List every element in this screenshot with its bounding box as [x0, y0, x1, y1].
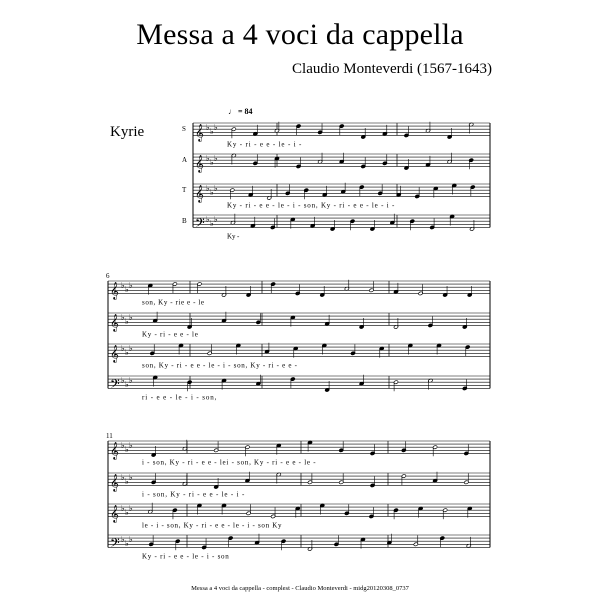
lyrics-line: Ky - ri - e e - le - i - son [142, 552, 229, 561]
lyrics-line: i - son, Ky - ri - e e - lei - son, Ky - ri - e e - le - [142, 458, 316, 467]
flat-icon: ♭ [129, 441, 133, 451]
staff [108, 440, 490, 467]
lyrics-line: ri - e e - le - i - son, [142, 393, 217, 402]
flat-icon: ♭ [206, 123, 210, 133]
treble-clef-icon: 𝄞 [195, 154, 204, 173]
flat-icon: ♭ [121, 535, 125, 545]
treble-clef-icon: 𝄞 [110, 473, 119, 492]
lyrics-line: Ky - ri - e e - le - i - [227, 140, 302, 149]
flat-icon: ♭ [121, 281, 125, 291]
staff [108, 375, 490, 402]
flat-icon: ♭ [210, 188, 214, 198]
page-title: Messa a 4 voci da cappella [136, 18, 464, 51]
staff [182, 183, 490, 210]
staff [182, 153, 490, 173]
flat-icon: ♭ [121, 441, 125, 451]
flat-icon: ♭ [125, 285, 129, 295]
staff [182, 214, 490, 241]
flat-icon: ♭ [210, 158, 214, 168]
voice-label: T [182, 186, 187, 195]
flat-icon: ♭ [121, 344, 125, 354]
flat-icon: ♭ [206, 154, 210, 164]
score-system [106, 272, 490, 401]
score-system [106, 432, 490, 560]
flat-icon: ♭ [214, 123, 218, 133]
measure-number: 6 [106, 272, 110, 280]
lyrics-line: Ky - ri - e e - le - i - son, Ky - ri - e e - le - i - [227, 201, 395, 210]
flat-icon: ♭ [129, 535, 133, 545]
staff [182, 122, 490, 149]
page-footer: Messa a 4 voci da cappella - complest - Claudio Monteverdi - midg20120308_0737 [191, 585, 409, 592]
voice-label: B [182, 217, 187, 226]
measure-number: 11 [106, 432, 113, 440]
staff [108, 312, 490, 339]
lyrics-line: Ky - [227, 232, 240, 241]
flat-icon: ♭ [129, 376, 133, 386]
lyrics-line: le - i - son, Ky - ri - e e - le - i - son Ky [142, 521, 282, 530]
flat-icon: ♭ [125, 508, 129, 518]
score-system [182, 122, 490, 241]
flat-icon: ♭ [210, 127, 214, 137]
lyrics-line: Ky - ri - e e - le [142, 330, 198, 339]
flat-icon: ♭ [125, 477, 129, 487]
lyrics-line: son, Ky - ri - e e - le - i - son, Ky - ri - e e - [142, 361, 297, 370]
flat-icon: ♭ [121, 376, 125, 386]
flat-icon: ♭ [121, 313, 125, 323]
tempo-marking: ♩ = 84 [228, 107, 253, 116]
treble-clef-icon: 𝄞 [110, 344, 119, 363]
flat-icon: ♭ [125, 317, 129, 327]
flat-icon: ♭ [206, 184, 210, 194]
treble-clef-icon: 𝄞 [110, 504, 119, 523]
bass-clef-icon: 𝄢 [110, 376, 120, 395]
treble-clef-icon: 𝄞 [110, 313, 119, 332]
lyrics-line: i - son, Ky - ri - e e - le - i - [142, 490, 245, 499]
voice-label: S [182, 125, 186, 134]
flat-icon: ♭ [125, 380, 129, 390]
flat-icon: ♭ [214, 184, 218, 194]
staff [108, 280, 490, 307]
staff [108, 472, 490, 499]
flat-icon: ♭ [214, 154, 218, 164]
treble-clef-icon: 𝄞 [110, 441, 119, 460]
composer-credit: Claudio Monteverdi (1567-1643) [292, 61, 492, 77]
bass-clef-icon: 𝄢 [110, 535, 120, 554]
staff [108, 534, 490, 561]
treble-clef-icon: 𝄞 [195, 123, 204, 142]
flat-icon: ♭ [129, 313, 133, 323]
lyrics-line: son, Ky - rie e - le [142, 298, 204, 307]
staff [108, 343, 490, 370]
flat-icon: ♭ [210, 219, 214, 229]
flat-icon: ♭ [129, 281, 133, 291]
treble-clef-icon: 𝄞 [195, 184, 204, 203]
bass-clef-icon: 𝄢 [195, 215, 205, 234]
staff [108, 503, 490, 530]
flat-icon: ♭ [121, 473, 125, 483]
flat-icon: ♭ [125, 348, 129, 358]
flat-icon: ♭ [121, 504, 125, 514]
voice-label: A [182, 156, 188, 165]
flat-icon: ♭ [129, 504, 133, 514]
flat-icon: ♭ [129, 473, 133, 483]
flat-icon: ♭ [125, 445, 129, 455]
flat-icon: ♭ [214, 215, 218, 225]
flat-icon: ♭ [125, 539, 129, 549]
movement-name: Kyrie [110, 124, 145, 140]
treble-clef-icon: 𝄞 [110, 281, 119, 300]
flat-icon: ♭ [206, 215, 210, 225]
flat-icon: ♭ [129, 344, 133, 354]
